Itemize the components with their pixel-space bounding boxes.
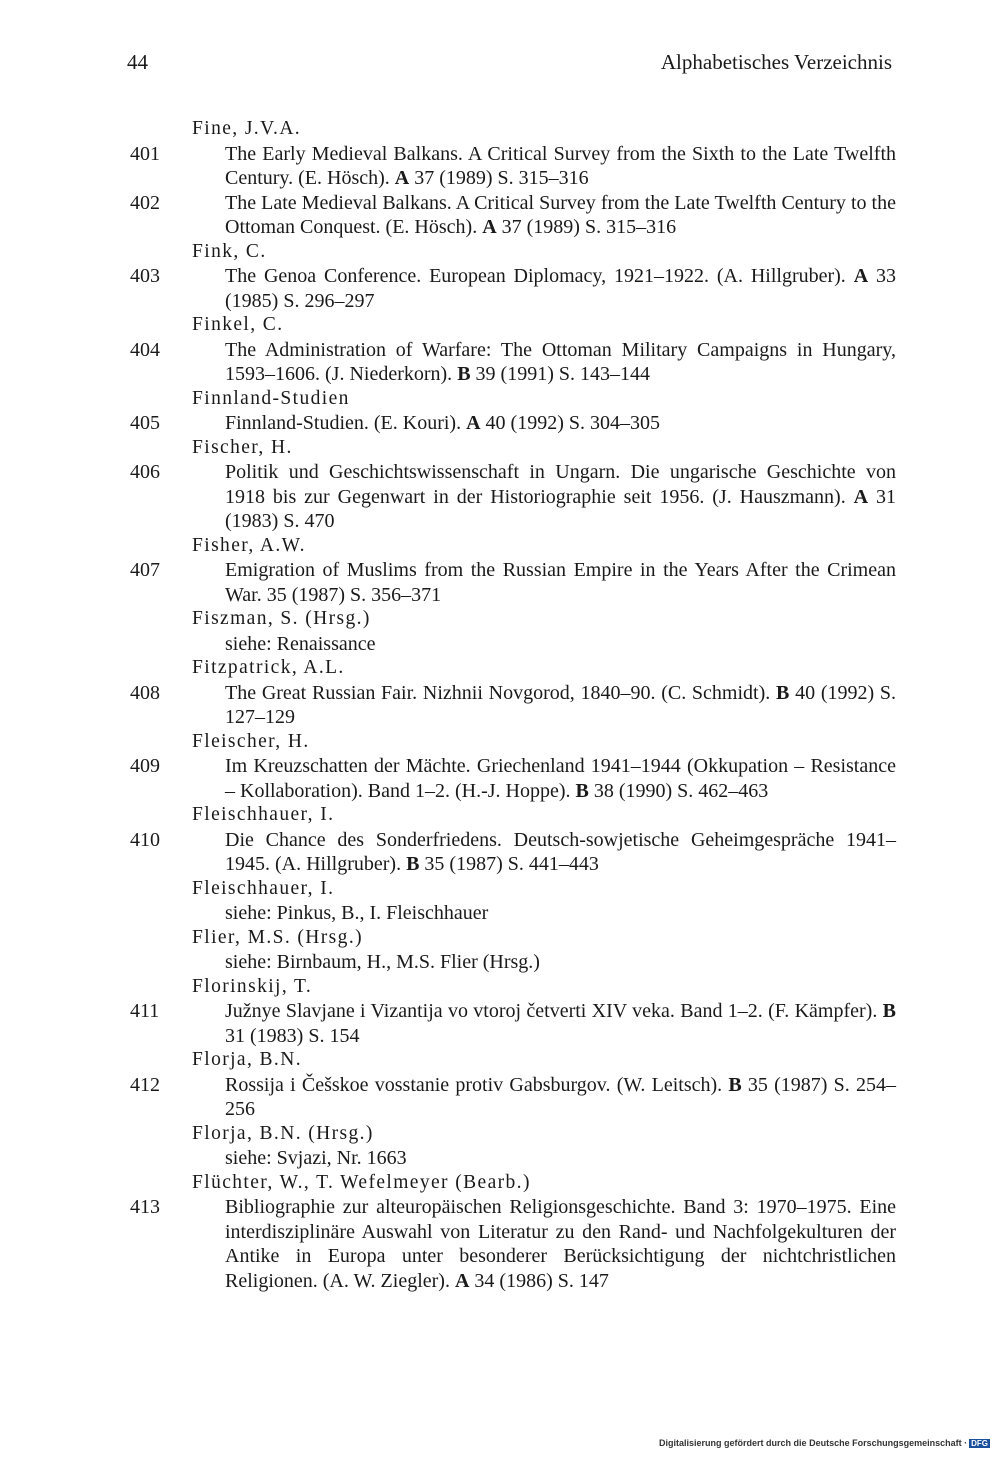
entry-text-segment: 33 (1985) S. 296–297 bbox=[225, 265, 897, 312]
cross-reference bbox=[130, 1146, 896, 1171]
entry-text-segment: siehe: Renaissance bbox=[225, 632, 376, 655]
entry-text bbox=[225, 411, 896, 436]
author-heading: Fleischer, H. bbox=[192, 730, 310, 752]
entry-text-segment: 38 (1990) S. 462–463 bbox=[588, 779, 769, 802]
journal-section-letter: A bbox=[853, 265, 869, 287]
journal-section-letter: B bbox=[575, 779, 589, 802]
entry-number: 403 bbox=[130, 265, 160, 287]
running-head: Alphabetisches Verzeichnis bbox=[660, 50, 892, 74]
author-heading: Flüchter, W., T. Wefelmeyer (Bearb.) bbox=[192, 1171, 531, 1193]
entry-text-segment: Finnland-Studien. (E. Kouri). bbox=[225, 412, 467, 434]
entry-text-segment: Rossija i Češskoe vosstanie protiv Gabsburgov. (W. Leitsch). bbox=[225, 1073, 729, 1096]
bibliography-entry bbox=[130, 338, 896, 387]
entry-text-segment: 35 (1987) S. 254–256 bbox=[225, 1073, 896, 1120]
author-heading: Finkel, C. bbox=[192, 314, 284, 335]
journal-section-letter: A bbox=[466, 412, 481, 434]
bibliography-entry bbox=[130, 460, 896, 534]
author-heading: Fisher, A.W. bbox=[192, 534, 306, 556]
entry-text-segment: Južnye Slavjane i Vizantija vo vtoroj četverti XIV veka. Band 1–2. (F. Kämpfer). bbox=[225, 1000, 883, 1022]
entry-text-segment: 40 (1992) S. 127–129 bbox=[225, 681, 896, 728]
entry-number: 402 bbox=[130, 191, 160, 214]
entry-number: 407 bbox=[130, 559, 160, 581]
bibliography-entry bbox=[130, 681, 896, 730]
entry-text bbox=[225, 191, 896, 240]
entry-text-segment: The Great Russian Fair. Nizhnii Novgorod, 1840–90. (C. Schmidt). bbox=[225, 681, 776, 704]
entry-number: 413 bbox=[130, 1196, 160, 1218]
entry-text bbox=[225, 950, 896, 975]
entry-text-segment: Politik und Geschichtswissenschaft in Ungarn. Die ungarische Geschichte von 1918 bis zur Gegenwart in der Historiographie seit 1956. (J. Hauszmann). bbox=[225, 461, 896, 508]
bibliography-entry bbox=[130, 411, 896, 436]
bibliography-entry bbox=[130, 754, 896, 803]
entry-text bbox=[225, 901, 896, 926]
author-heading: Fink, C. bbox=[192, 240, 267, 262]
author-heading: Fischer, H. bbox=[192, 436, 293, 458]
entry-text-segment: siehe: Birnbaum, H., M.S. Flier (Hrsg.) bbox=[225, 951, 540, 973]
bibliography-entry bbox=[130, 1195, 896, 1293]
entry-text-segment: 31 (1983) S. 470 bbox=[225, 485, 896, 532]
entry-text bbox=[225, 1073, 896, 1122]
author-heading: Florja, B.N. bbox=[192, 1049, 302, 1070]
entry-text-segment: The Genoa Conference. European Diplomacy, 1921–1922. (A. Hillgruber). bbox=[225, 265, 854, 287]
journal-section-letter: B bbox=[457, 363, 471, 385]
entry-text bbox=[225, 754, 896, 803]
footer-credit-text: Digitalisierung gefördert durch die Deutsche Forschungsgemeinschaft · bbox=[659, 1438, 968, 1448]
entry-number: 408 bbox=[130, 681, 160, 704]
author-heading: Finnland-Studien bbox=[192, 387, 350, 409]
entry-number: 411 bbox=[130, 1000, 160, 1022]
entry-number: 412 bbox=[130, 1073, 160, 1096]
author-heading: Fleischhauer, I. bbox=[192, 804, 335, 825]
bibliography-entry bbox=[130, 264, 896, 313]
cross-reference bbox=[130, 901, 896, 926]
author-heading: Fleischhauer, I. bbox=[192, 877, 335, 899]
entry-number: 405 bbox=[130, 412, 160, 434]
author-heading: Florja, B.N. (Hrsg.) bbox=[192, 1122, 374, 1144]
cross-reference bbox=[130, 950, 896, 975]
entry-text-segment: 35 (1987) S. 441–443 bbox=[419, 853, 599, 875]
bibliography-entry bbox=[130, 828, 896, 877]
entry-number: 404 bbox=[130, 338, 160, 361]
author-heading: Fiszman, S. (Hrsg.) bbox=[192, 608, 371, 629]
author-heading: Fine, J.V.A. bbox=[192, 118, 302, 139]
entry-text-segment: The Early Medieval Balkans. A Critical Survey from the Sixth to the Late Twelfth Century. (E. Hösch). bbox=[225, 142, 896, 189]
bibliography-entry bbox=[130, 558, 896, 607]
entry-text bbox=[225, 142, 896, 191]
bibliography-entry bbox=[130, 142, 896, 191]
cross-reference bbox=[130, 632, 896, 657]
entry-text bbox=[225, 460, 896, 534]
entry-text-segment: Im Kreuzschatten der Mächte. Griechenland 1941–1944 (Okkupation – Resistance – Kollaboration). Band 1–2. (H.-J. Hoppe). bbox=[225, 755, 896, 802]
entry-number: 410 bbox=[130, 828, 160, 851]
entry-number: 409 bbox=[130, 755, 160, 777]
entry-text-segment: 31 (1983) S. 154 bbox=[225, 1024, 360, 1047]
journal-section-letter: A bbox=[853, 485, 869, 508]
dfg-logo: DFG bbox=[971, 1439, 988, 1448]
entry-text bbox=[225, 1146, 896, 1171]
entry-text bbox=[225, 999, 896, 1048]
page-number: 44 bbox=[127, 50, 148, 74]
entry-text bbox=[225, 264, 896, 313]
bibliography-list bbox=[130, 117, 896, 1293]
entry-text bbox=[225, 558, 896, 607]
journal-section-letter: B bbox=[406, 853, 420, 875]
entry-text-segment: 34 (1986) S. 147 bbox=[469, 1269, 609, 1292]
entry-number: 401 bbox=[130, 142, 160, 165]
entry-text-segment: The Administration of Warfare: The Ottoman Military Campaigns in Hungary, 1593–1606. (J. Niederkorn). bbox=[225, 338, 896, 385]
entry-text bbox=[225, 632, 896, 657]
bibliography-entry bbox=[130, 999, 896, 1048]
author-heading: Florinskij, T. bbox=[192, 975, 313, 997]
journal-section-letter: B bbox=[882, 1000, 896, 1022]
entry-text bbox=[225, 338, 896, 387]
entry-text-segment: The Late Medieval Balkans. A Critical Survey from the Late Twelfth Century to the Ottoman Conquest. (E. Hösch). bbox=[225, 191, 896, 238]
entry-text-segment: Die Chance des Sonderfriedens. Deutsch-sowjetische Geheimgespräche 1941–1945. (A. Hillgruber). bbox=[225, 828, 896, 875]
footer-credit bbox=[659, 1438, 990, 1448]
author-heading: Flier, M.S. (Hrsg.) bbox=[192, 926, 363, 948]
entry-text-segment: 37 (1989) S. 315–316 bbox=[496, 216, 677, 238]
journal-section-letter: B bbox=[776, 681, 790, 704]
entry-text-segment: siehe: Pinkus, B., I. Fleischhauer bbox=[225, 902, 489, 924]
entry-text bbox=[225, 828, 896, 877]
journal-section-letter: A bbox=[454, 1269, 470, 1292]
bibliography-entry bbox=[130, 191, 896, 240]
entry-number: 406 bbox=[130, 461, 160, 483]
entry-text-segment: 40 (1992) S. 304–305 bbox=[480, 412, 660, 434]
entry-text bbox=[225, 681, 896, 730]
journal-section-letter: B bbox=[728, 1073, 742, 1096]
journal-section-letter: A bbox=[482, 216, 497, 238]
bibliography-entry bbox=[130, 1073, 896, 1122]
author-heading: Fitzpatrick, A.L. bbox=[192, 657, 345, 678]
journal-section-letter: A bbox=[394, 167, 410, 189]
entry-text bbox=[225, 1195, 896, 1293]
entry-text-segment: 37 (1989) S. 315–316 bbox=[409, 167, 589, 189]
entry-text-segment: siehe: Svjazi, Nr. 1663 bbox=[225, 1147, 407, 1169]
entry-text-segment: Bibliographie zur alteuropäischen Religionsgeschichte. Band 3: 1970–1975. Eine interdisziplinäre Auswahl von Literatur zu den Rand- und Nachfolgekulturen der Antike in Europa unter besonderer Berücksichtigung der nichtchristlichen Religionen. (A. W. Ziegler). bbox=[225, 1196, 896, 1292]
entry-text-segment: Emigration of Muslims from the Russian Empire in the Years After the Crimean War. 35 (1987) S. 356–371 bbox=[225, 559, 896, 606]
entry-text-segment: 39 (1991) S. 143–144 bbox=[470, 363, 650, 385]
